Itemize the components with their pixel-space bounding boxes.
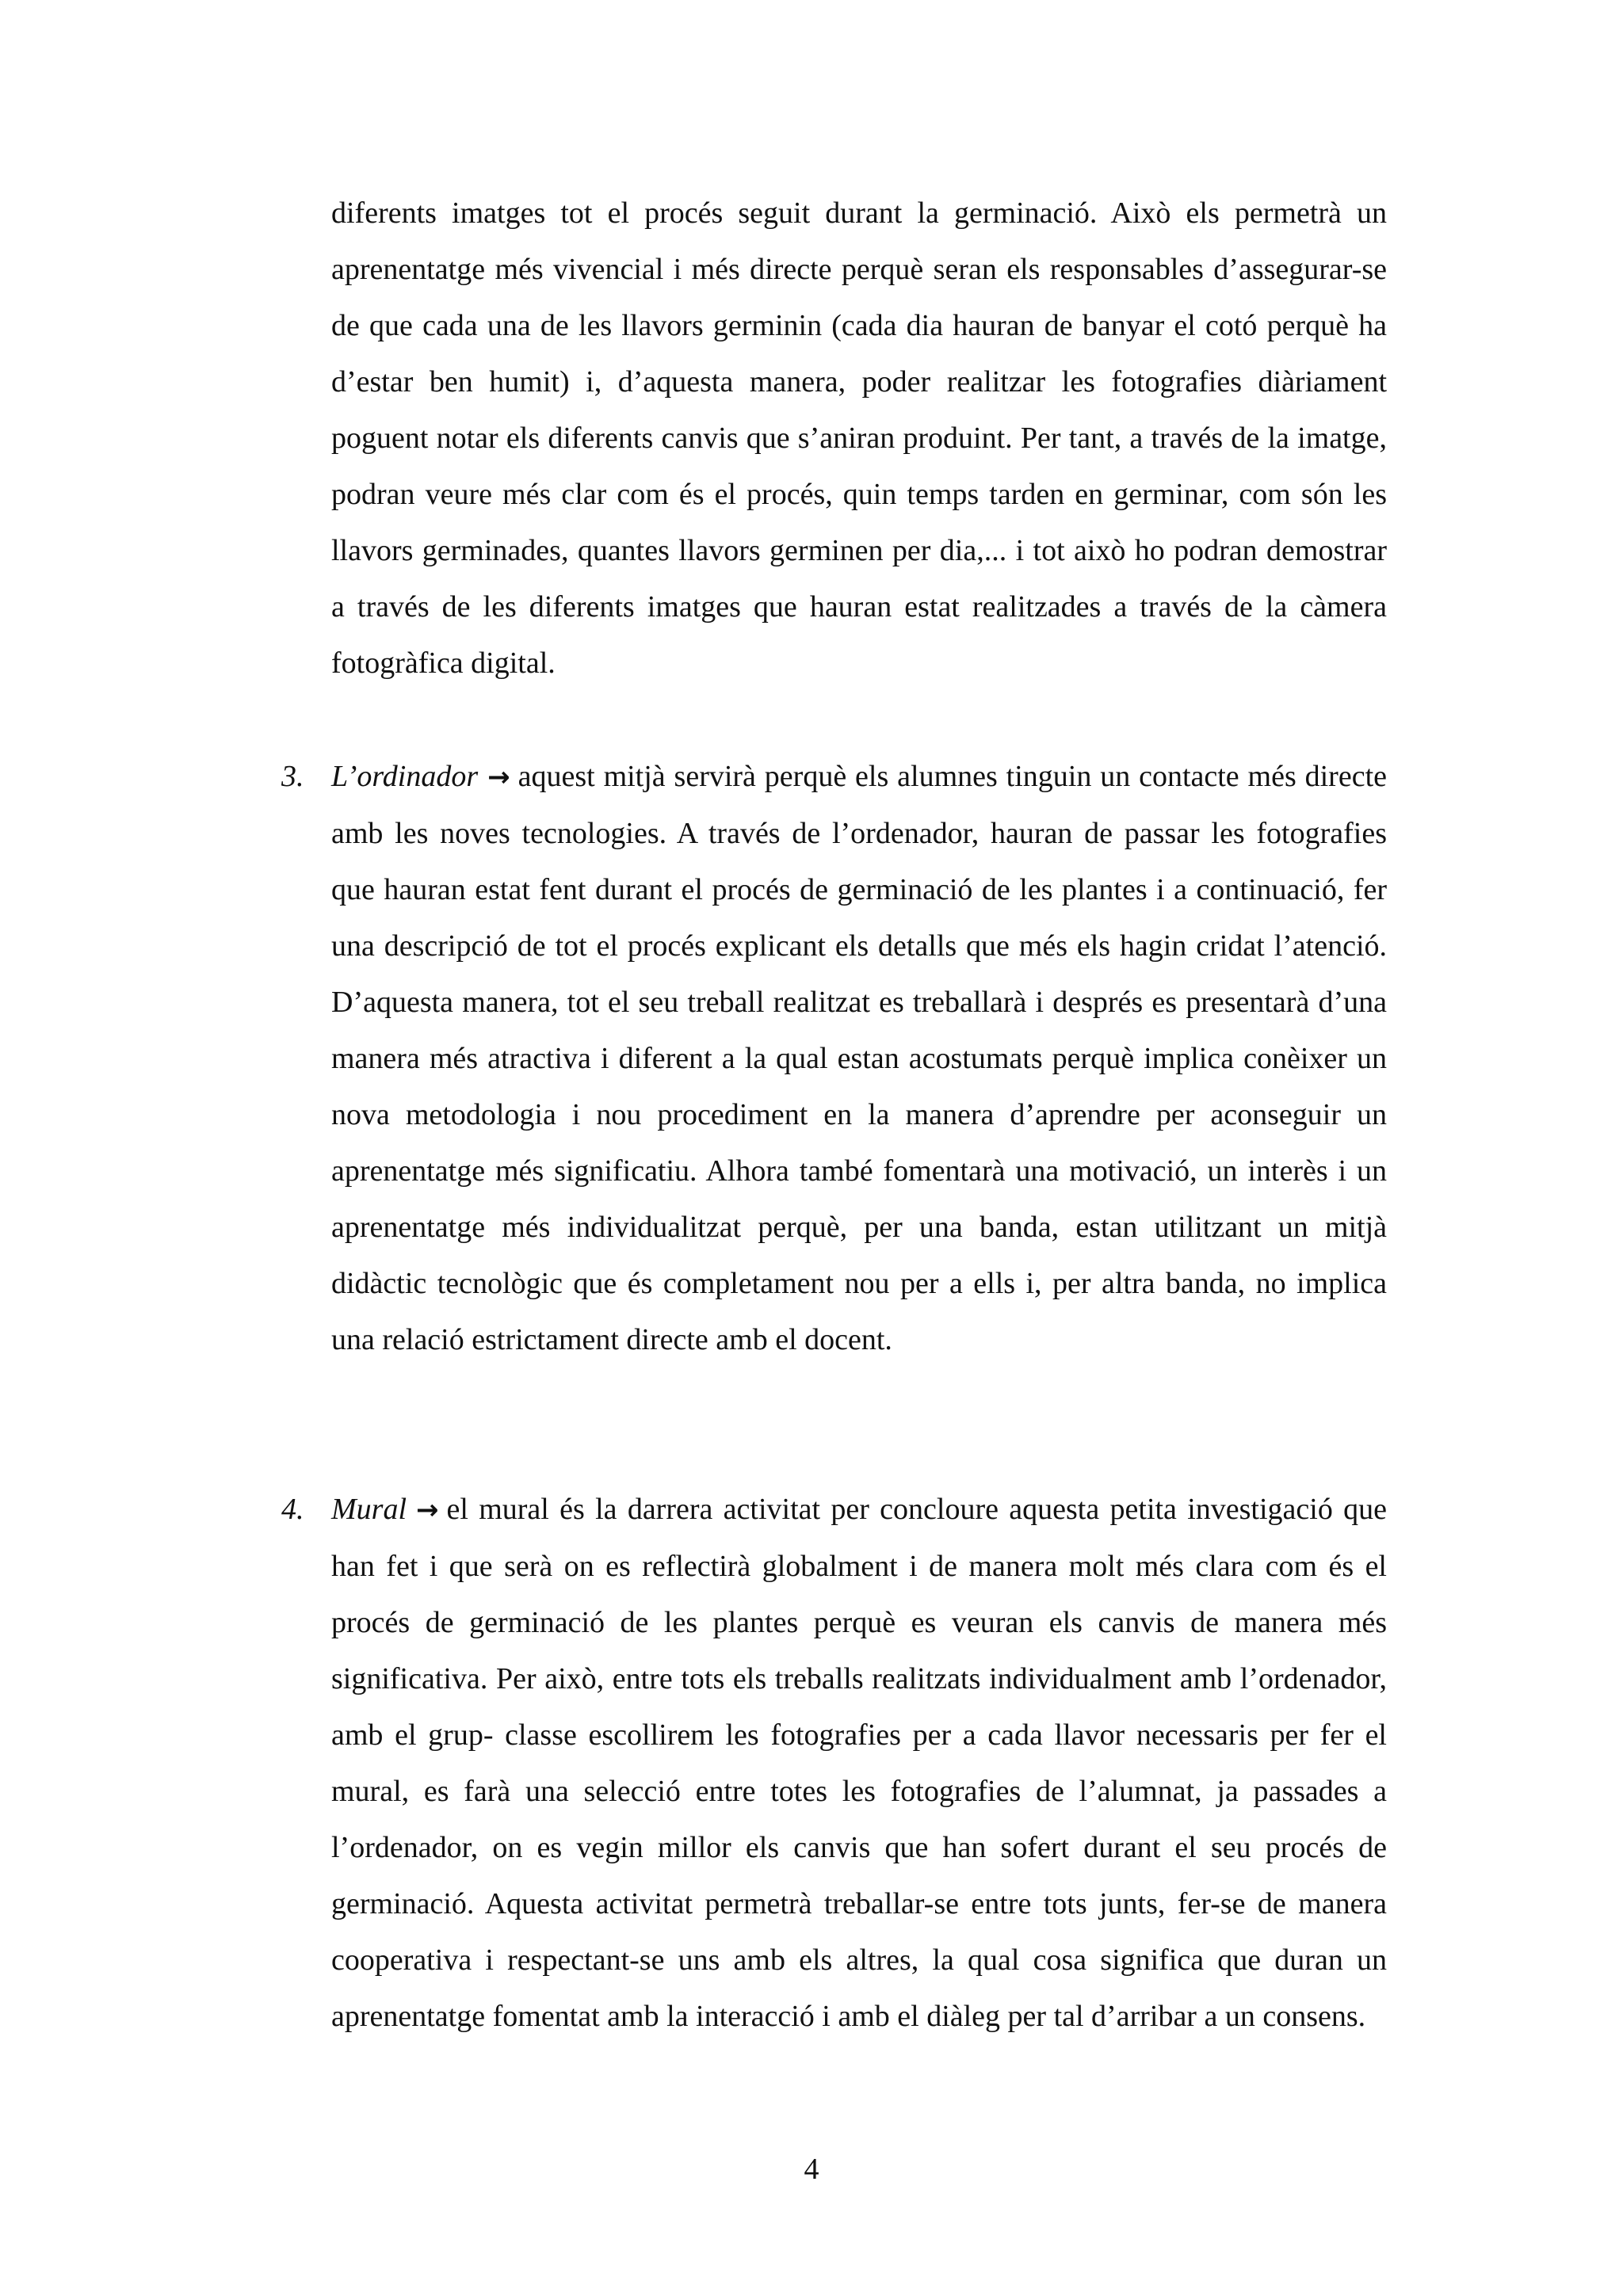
list-item-text: el mural és la darrera activitat per concloure aquesta petita investigació que han fet i que serà on es reflectirà globalment i de manera molt més clara com és el procés de germinació de les plantes perquè es veuran els canvis de manera més significativa. Per això, entre tots els treballs realitzats individualment amb l’ordenador, amb el grup- classe escollirem les fotografies per a cada llavor necessaris per fer el mural, es farà una selecció entre totes les fotografies de l’alumnat, ja passades a l’ordenador, on es vegin millor els canvis que han sofert durant el seu procés de germinació. Aquesta activitat permetrà treballar-se entre tots junts, fer-se de manera cooperativa i respectant-se uns amb els altres, la qual cosa significa que duran un aprenentatge fomentat amb la interacció i amb el diàleg per tal d’arribar a un consens. [331, 1493, 1387, 2033]
list-item-term: Mural [331, 1493, 407, 1526]
list-item-body [331, 1482, 1387, 2045]
list-item-body [331, 749, 1387, 1368]
list-item-ordinador [281, 749, 1387, 1368]
list-item-number: 4. [281, 1493, 304, 1526]
intro-paragraph: diferents imatges tot el procés seguit durant la germinació. Això els permetrà un aprenentatge més vivencial i més directe perquè seran els responsables d’assegurar-se de que cada una de les llavors germinin (cada dia hauran de banyar el cotó perquè ha d’estar ben humit) i, d’aquesta manera, poder realitzar les fotografies diàriament poguent notar els diferents canvis que s’aniran produint. Per tant, a través de la imatge, podran veure més clar com és el procés, quin temps tarden en germinar, com són les llavors germinades, quantes llavors germinen per dia,... i tot això ho podran demostrar a través de les diferents imatges que hauran estat realitzades a través de la càmera fotogràfica digital. [331, 196, 1387, 680]
page-number: 4 [804, 2153, 819, 2186]
right-arrow-icon: → [487, 761, 510, 793]
list-item-text: aquest mitjà servirà perquè els alumnes tinguin un contacte més directe amb les noves tecnologies. A través de l’ordenador, hauran de passar les fotografies que hauran estat fent durant el procés de germinació de les plantes i a continuació, fer una descripció de tot el procés explicant els detalls que més els hagin cridat l’atenció. D’aquesta manera, tot el seu treball realitzat es treballarà i després es presentarà d’una manera més atractiva i diferent a la qual estan acostumats perquè implica conèixer un nova metodologia i nou procediment en la manera d’aprendre per aconseguir un aprenentatge més significatiu. Alhora també fomentarà una motivació, un interès i un aprenentatge més individualitzat perquè, per una banda, estan utilitzant un mitjà didàctic tecnològic que és completament nou per a ells i, per altra banda, no implica una relació estrictament directe amb el docent. [331, 760, 1387, 1356]
list-item-number: 3. [281, 760, 304, 793]
list-item-term: L’ordinador [331, 760, 479, 793]
list-item-mural [281, 1482, 1387, 2045]
right-arrow-icon: → [416, 1494, 439, 1526]
